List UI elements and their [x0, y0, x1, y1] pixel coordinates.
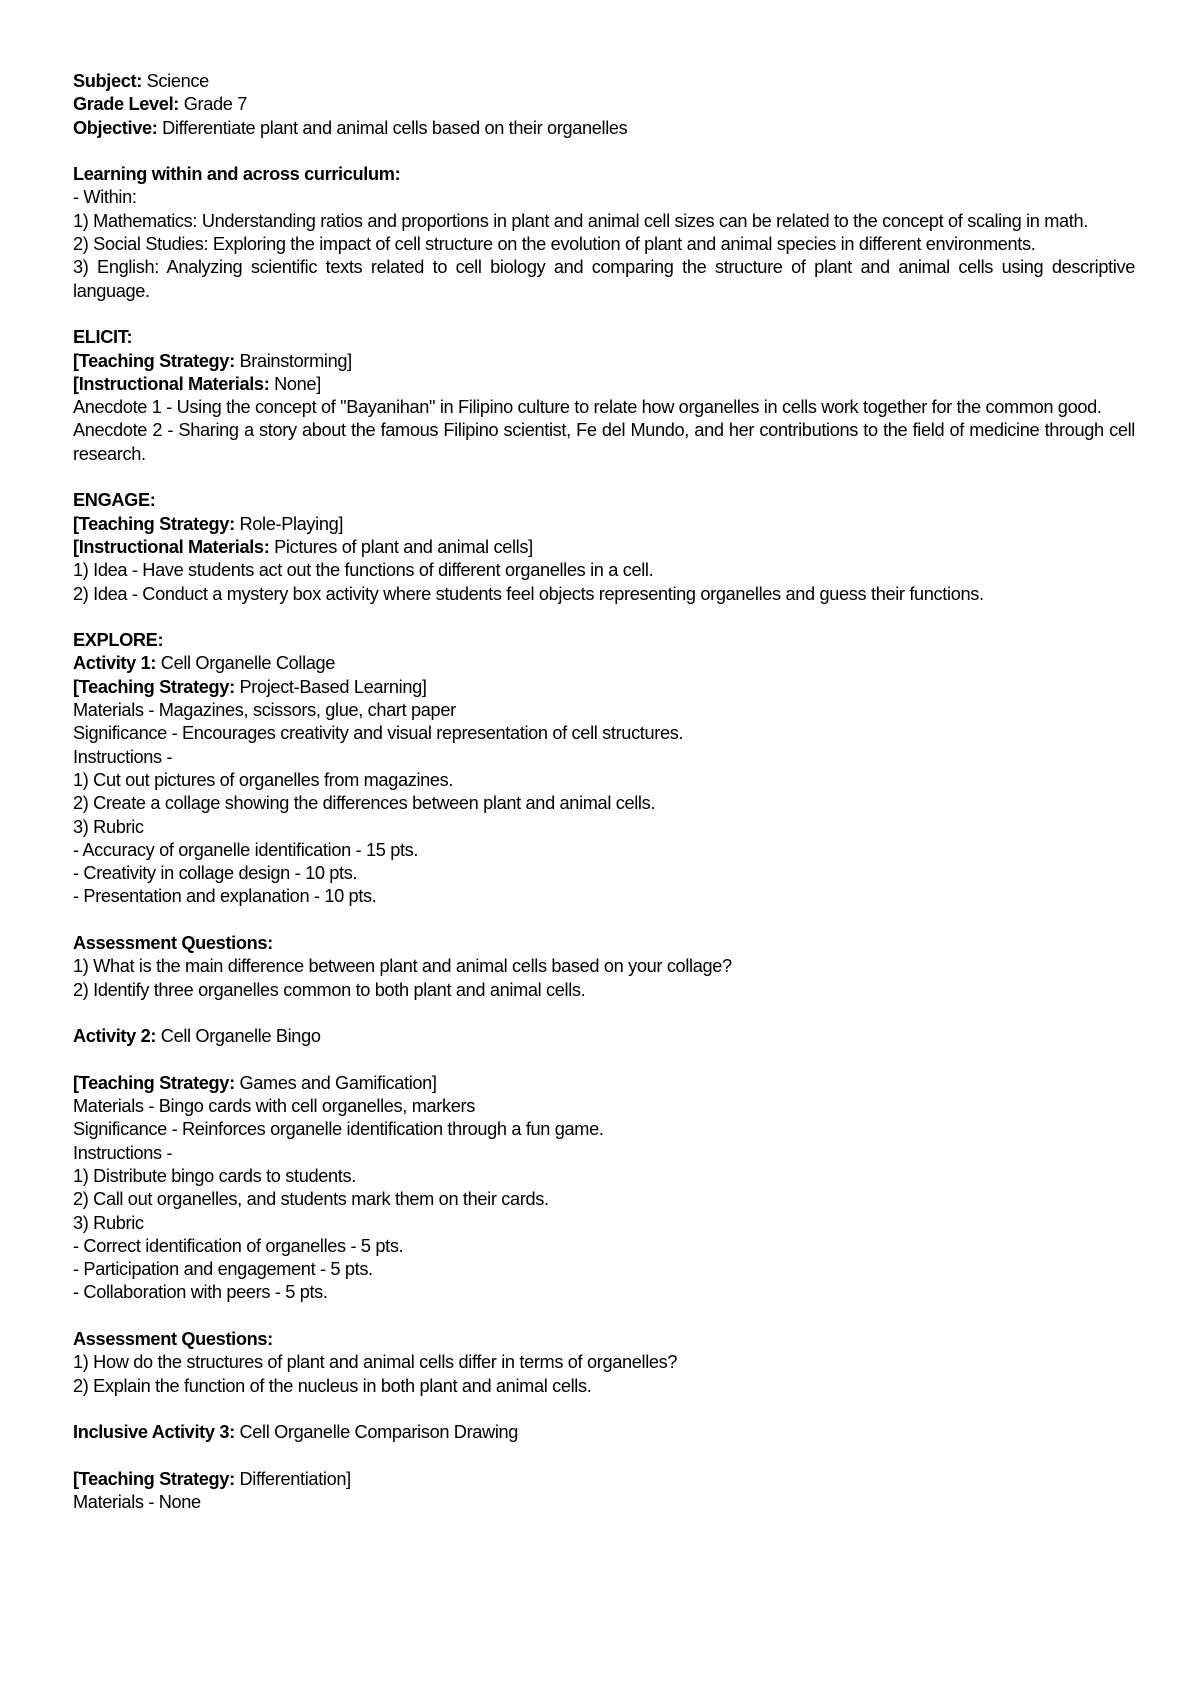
list-item: 3) Rubric [73, 1212, 144, 1233]
activity-2-instructions: Instructions - [73, 1142, 173, 1163]
lesson-plan-document [73, 70, 1135, 1514]
list-item: - Collaboration with peers - 5 pts. [73, 1282, 328, 1303]
engage-strategy: [Teaching Strategy: Role-Playing] [73, 513, 344, 534]
activity-1-title: Activity 1: Cell Organelle Collage [73, 653, 336, 674]
curriculum-item: 2) Social Studies: Exploring the impact of cell structure on the evolution of plant and animal species in different environments. [73, 234, 1036, 255]
curriculum-heading: Learning within and across curriculum: [73, 164, 401, 185]
activity-2-strategy: [Teaching Strategy: Games and Gamification] [73, 1072, 437, 1093]
assessment-heading: Assessment Questions: [73, 932, 273, 953]
elicit-heading: ELICIT: [73, 327, 133, 348]
subject-line: Subject: Science [73, 71, 209, 91]
engage-materials: [Instructional Materials: Pictures of plant and animal cells] [73, 536, 533, 557]
list-item: - Accuracy of organelle identification - 15 pts. [73, 839, 419, 860]
list-item: 2) Call out organelles, and students mark them on their cards. [73, 1189, 549, 1210]
list-item: - Correct identification of organelles - 5 pts. [73, 1235, 404, 1256]
assessment-question: 1) What is the main difference between plant and animal cells based on your collage? [73, 956, 732, 977]
list-item: 1) Distribute bingo cards to students. [73, 1165, 356, 1186]
activity-3-strategy: [Teaching Strategy: Differentiation] [73, 1468, 351, 1489]
assessment-question: 2) Explain the function of the nucleus in both plant and animal cells. [73, 1375, 592, 1396]
activity-1-instructions: Instructions - [73, 746, 173, 767]
assessment-question: 1) How do the structures of plant and animal cells differ in terms of organelles? [73, 1352, 678, 1373]
elicit-strategy: [Teaching Strategy: Brainstorming] [73, 350, 352, 371]
assessment-question: 2) Identify three organelles common to both plant and animal cells. [73, 979, 586, 1000]
activity-2-title: Activity 2: Cell Organelle Bingo [73, 1026, 321, 1047]
assessment-heading: Assessment Questions: [73, 1329, 273, 1350]
list-item: - Presentation and explanation - 10 pts. [73, 886, 377, 907]
within-label: - Within: [73, 187, 137, 208]
activity-3-title: Inclusive Activity 3: Cell Organelle Comparison Drawing [73, 1422, 519, 1443]
list-item: - Creativity in collage design - 10 pts. [73, 863, 358, 884]
curriculum-item: 1) Mathematics: Understanding ratios and proportions in plant and animal cell sizes can be related to the concept of scaling in math. [73, 210, 1088, 231]
activity-1-materials: Materials - Magazines, scissors, glue, chart paper [73, 700, 456, 721]
engage-idea-1: 1) Idea - Have students act out the functions of different organelles in a cell. [73, 560, 654, 581]
list-item: - Participation and engagement - 5 pts. [73, 1259, 373, 1280]
curriculum-item: 3) English: Analyzing scientific texts related to cell biology and comparing the structure of plant and animal cells using descriptive language. [73, 257, 1135, 301]
activity-1-strategy: [Teaching Strategy: Project-Based Learning] [73, 676, 427, 697]
elicit-materials: [Instructional Materials: None] [73, 373, 321, 394]
objective-line: Objective: Differentiate plant and animal cells based on their organelles [73, 117, 628, 138]
explore-heading: EXPLORE: [73, 630, 164, 651]
engage-idea-2: 2) Idea - Conduct a mystery box activity where students feel objects representing organelles and guess their functions. [73, 583, 984, 604]
activity-2-materials: Materials - Bingo cards with cell organelles, markers [73, 1096, 475, 1117]
activity-1-significance: Significance - Encourages creativity and visual representation of cell structures. [73, 723, 684, 744]
list-item: 3) Rubric [73, 816, 144, 837]
engage-heading: ENGAGE: [73, 490, 156, 511]
activity-3-materials: Materials - None [73, 1492, 201, 1513]
grade-line: Grade Level: Grade 7 [73, 94, 247, 115]
anecdote-2: Anecdote 2 - Sharing a story about the famous Filipino scientist, Fe del Mundo, and her contributions to the field of medicine through cell research. [73, 420, 1135, 464]
list-item: 1) Cut out pictures of organelles from magazines. [73, 769, 454, 790]
activity-2-significance: Significance - Reinforces organelle identification through a fun game. [73, 1119, 604, 1140]
anecdote-1: Anecdote 1 - Using the concept of "Bayanihan" in Filipino culture to relate how organelles in cells work together for the common good. [73, 397, 1102, 418]
list-item: 2) Create a collage showing the differences between plant and animal cells. [73, 793, 656, 814]
